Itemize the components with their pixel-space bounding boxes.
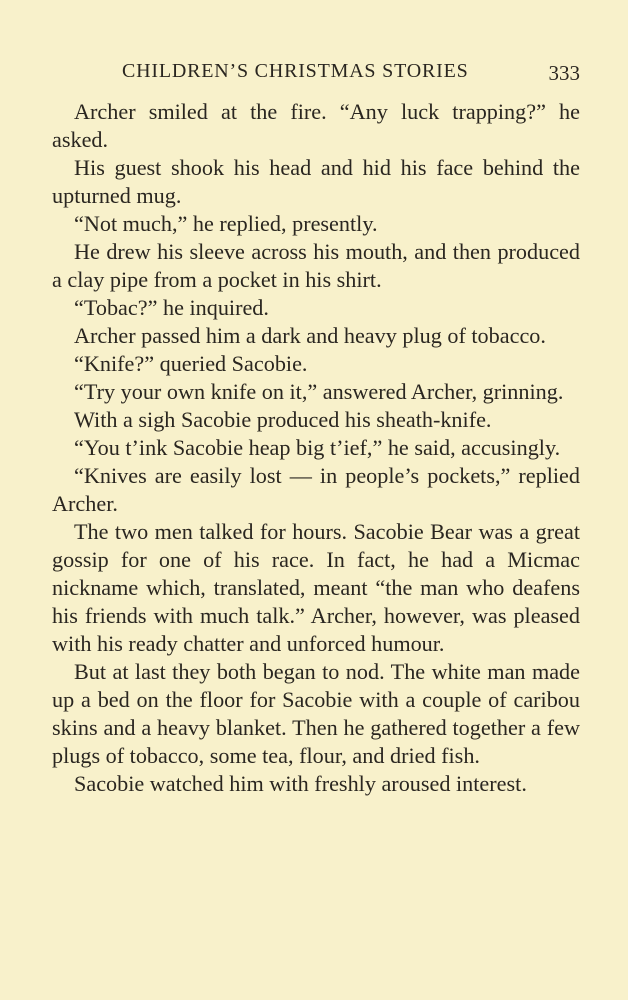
page-header (52, 60, 580, 90)
paragraph: Archer passed him a dark and heavy plug of tobacco. (74, 323, 546, 348)
paragraph: “Try your own knife on it,” answered Archer, grinning. (74, 379, 564, 404)
paragraph: “Not much,” he replied, presently. (74, 211, 378, 236)
paragraph: “Knives are easily lost — in people’s pockets,” replied Archer. (52, 463, 580, 516)
paragraph: “You t’ink Sacobie heap big t’ief,” he said, accusingly. (74, 435, 561, 460)
paragraph: The two men talked for hours. Sacobie Bear was a great gossip for one of his race. In fact, he had a Micmac nickname which, translated, meant “the man who deafens his friends with much talk.” Archer, however, was pleased with his ready chatter and unforced humour. (52, 519, 580, 656)
paragraph: “Knife?” queried Sacobie. (74, 351, 308, 376)
paragraph: “Tobac?” he inquired. (74, 295, 269, 320)
paragraph: Archer smiled at the fire. “Any luck trapping?” he asked. (52, 99, 580, 152)
paragraph: His guest shook his head and hid his face behind the upturned mug. (52, 155, 580, 208)
paragraph: But at last they both began to nod. The white man made up a bed on the floor for Sacobie with a couple of caribou skins and a heavy blanket. Then he gathered together a few plugs of tobacco, some tea, flour, and dried fish. (52, 659, 580, 768)
paragraph: He drew his sleeve across his mouth, and then produced a clay pipe from a pocket in his shirt. (52, 239, 580, 292)
page-number: 333 (548, 61, 580, 85)
running-title: CHILDREN’S CHRISTMAS STORIES (122, 60, 469, 82)
paragraph: With a sigh Sacobie produced his sheath-knife. (74, 407, 492, 432)
paragraph: Sacobie watched him with freshly aroused interest. (74, 771, 527, 796)
body-text (52, 98, 580, 798)
